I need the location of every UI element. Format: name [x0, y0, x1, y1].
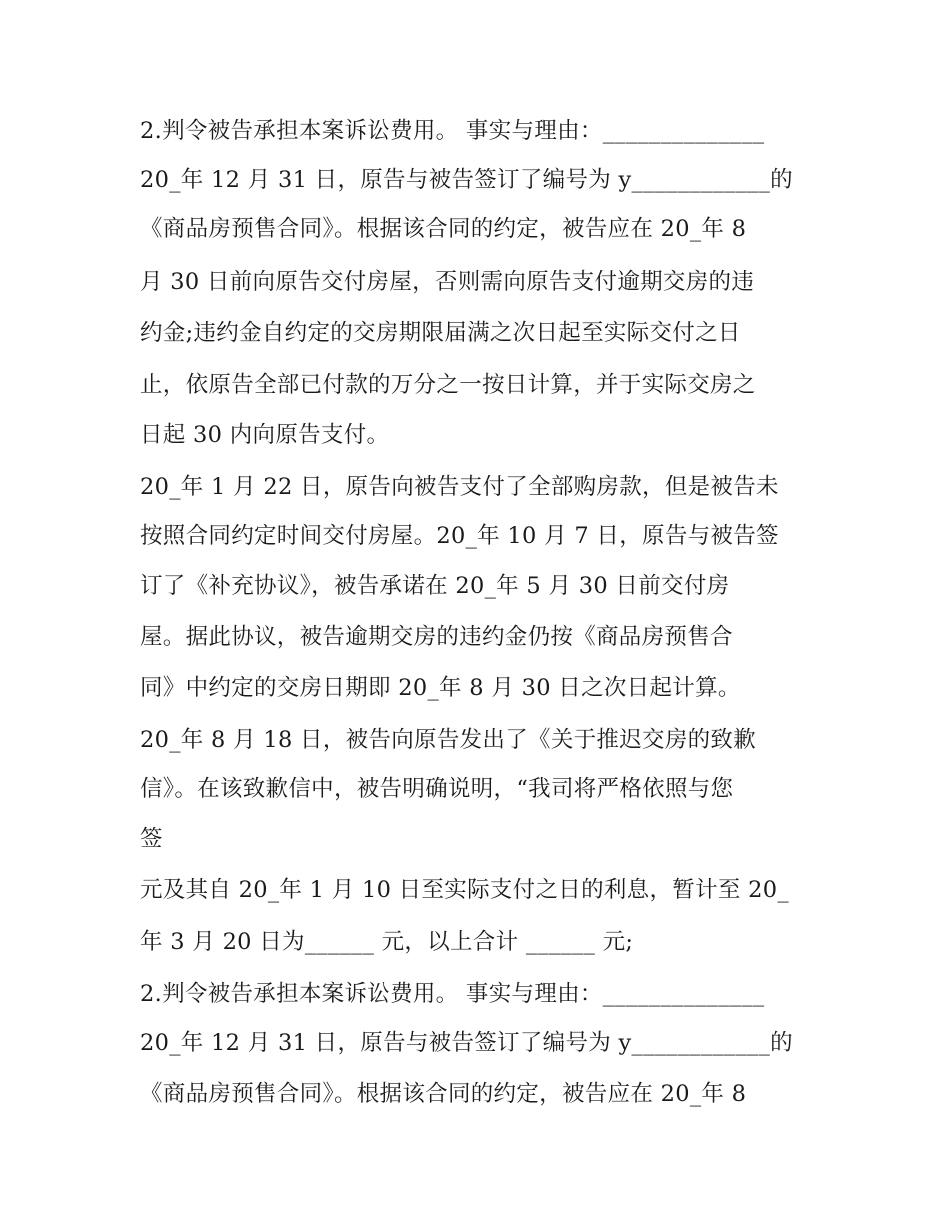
text-line: 20_年 12 月 31 日，原告与被告签订了编号为 y____________的 — [140, 167, 793, 193]
text-line: 年 3 月 20 日为______ 元，以上合计 ______ 元; — [140, 929, 634, 955]
text-line: 日起 30 内向原告支付。 — [140, 422, 390, 448]
text-line: 屋。据此协议，被告逾期交房的违约金仍按《商品房预售合 — [140, 624, 733, 650]
text-line: 20_年 12 月 31 日，原告与被告签订了编号为 y____________的 — [140, 1030, 793, 1056]
text-line: 2.判令被告承担本案诉讼费用。 事实与理由：______________ — [140, 118, 765, 144]
text-line: 元及其自 20_年 1 月 10 日至实际支付之日的利息，暂计至 20_ — [140, 877, 789, 903]
text-line: 订了《补充协议》，被告承诺在 20_年 5 月 30 日前交付房 — [140, 573, 730, 599]
text-line: 20_年 8 月 18 日，被告向原告发出了《关于推迟交房的致歉 — [140, 727, 757, 753]
text-line: 《商品房预售合同》。根据该合同的约定，被告应在 20_年 8 — [140, 1081, 747, 1107]
text-line: 约金;违约金自约定的交房期限届满之次日起至实际交付之日 — [140, 320, 741, 346]
text-line: 同》中约定的交房日期即 20_年 8 月 30 日之次日起计算。 — [140, 675, 741, 701]
text-line: 月 30 日前向原告交付房屋，否则需向原告支付逾期交房的违 — [140, 269, 755, 295]
text-line: 《商品房预售合同》。根据该合同的约定，被告应在 20_年 8 — [140, 216, 747, 242]
text-line: 按照合同约定时间交付房屋。20_年 10 月 7 日，原告与被告签 — [140, 523, 779, 549]
text-line: 止，依原告全部已付款的万分之一按日计算，并于实际交房之 — [140, 372, 756, 398]
text-line: 20_年 1 月 22 日，原告向被告支付了全部购房款，但是被告未 — [140, 474, 779, 500]
text-line: 信》。在该致歉信中，被告明确说明，“我司将严格依照与您 — [140, 776, 734, 802]
text-line: 签 — [140, 826, 163, 852]
text-line: 2.判令被告承担本案诉讼费用。 事实与理由：______________ — [140, 981, 765, 1007]
